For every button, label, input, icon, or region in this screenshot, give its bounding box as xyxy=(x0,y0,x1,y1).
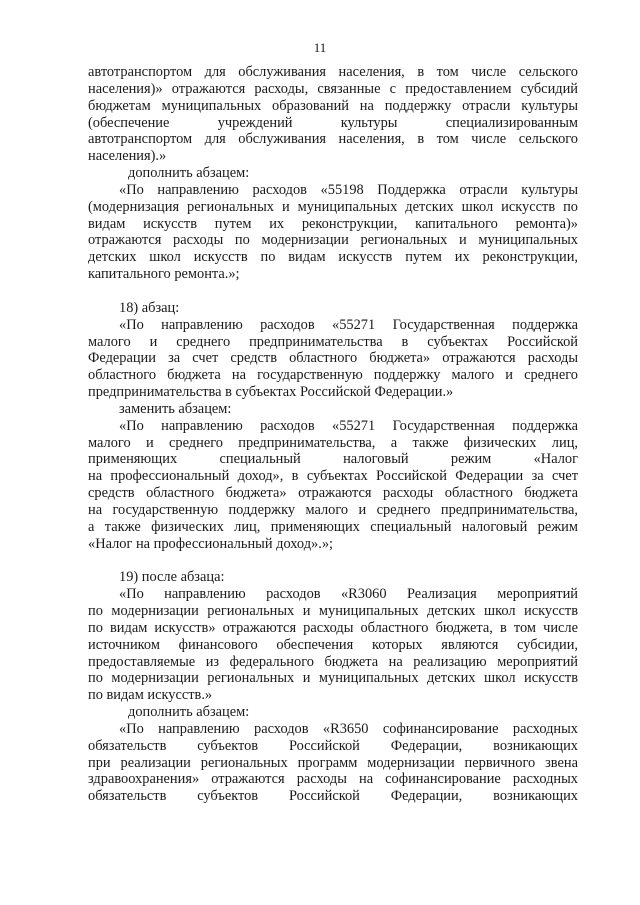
text-line: а также физических лиц, применяющих специальный налоговый режим xyxy=(88,518,578,535)
text-line: населения)» отражаются расходы, связанные с предоставлением субсидий xyxy=(88,80,578,97)
text-line: на государственную поддержку малого и среднего предпринимательства, xyxy=(88,501,578,518)
text-line: видам искусств путем их реконструкции, капитального ремонта)» xyxy=(88,215,578,232)
text-line: по модернизации региональных и муниципальных детских школ искусств xyxy=(88,603,578,619)
paragraph xyxy=(88,300,578,553)
paragraph-gap xyxy=(88,552,578,569)
text-line: капитального ремонта.»; xyxy=(88,266,240,283)
paragraph xyxy=(88,182,578,283)
text-line: «По направлению расходов «R3650 софинансирование расходных xyxy=(119,720,578,737)
text-line: «По направлению расходов «R3060 Реализация мероприятий xyxy=(119,586,578,603)
page-number: 11 xyxy=(313,40,327,55)
text-line: по видам искусств.» xyxy=(88,687,213,704)
text-line: (модернизация региональных и муниципальных детских школ искусств по xyxy=(88,198,578,215)
text-line: 19) после абзаца: xyxy=(119,569,225,586)
text-line: дополнить абзацем: xyxy=(128,165,250,182)
text-line: при реализации региональных программ модернизации первичного звена xyxy=(88,754,578,771)
text-line: источником финансового обеспечения которых являются субсидии, xyxy=(88,636,578,653)
text-line: населения).» xyxy=(88,148,167,165)
text-line: здравоохранения» отражаются расходы на софинансирование расходных xyxy=(88,771,578,788)
text-line: «По направлению расходов «55198 Поддержка отрасли культуры xyxy=(119,181,578,198)
text-line: бюджетам муниципальных образований на поддержку отрасли культуры xyxy=(88,97,578,114)
text-line: предоставляемые из федерального бюджета на реализацию мероприятий xyxy=(88,653,578,670)
paragraph xyxy=(88,64,578,165)
text-line: детских школ искусств по видам искусств путем их реконструкции, xyxy=(88,249,578,266)
text-line: (обеспечение учреждений культуры специализированным xyxy=(88,114,578,131)
text-line: обязательств субъектов Российской Федерации, возникающих xyxy=(88,737,578,754)
text-line: дополнить абзацем: xyxy=(128,704,250,721)
text-line: автотранспортом для обслуживания населения, в том числе сельского xyxy=(88,64,578,80)
text-line: применяющих специальный налоговый режим «Налог xyxy=(88,451,578,468)
text-line: по модернизации региональных и муниципальных детских школ искусств xyxy=(88,670,578,687)
text-line: «По направлению расходов «55271 Государственная поддержка xyxy=(119,316,578,333)
text-line: 18) абзац: xyxy=(119,299,180,316)
paragraph-gap xyxy=(88,283,578,300)
document-body xyxy=(88,64,578,805)
text-line: по видам искусств» отражаются расходы областного бюджета, в том числе xyxy=(88,619,578,636)
text-line: областного бюджета на государственную поддержку малого и среднего xyxy=(88,367,578,384)
text-line: малого и среднего предпринимательства в субъектах Российской xyxy=(88,333,578,350)
text-line: предпринимательства в субъектах Российской Федерации.» xyxy=(88,384,454,401)
text-line: заменить абзацем: xyxy=(119,400,232,417)
text-line: автотранспортом для обслуживания населения, в том числе сельского xyxy=(88,131,578,148)
text-line: малого и среднего предпринимательства, а также физических лиц, xyxy=(88,434,578,451)
paragraph xyxy=(88,165,578,182)
text-line: Федерации за счет средств областного бюджета» отражаются расходы xyxy=(88,350,578,367)
text-line: «Налог на профессиональный доход».»; xyxy=(88,535,334,552)
text-line: «По направлению расходов «55271 Государственная поддержка xyxy=(119,417,578,434)
text-line: средств областного бюджета» отражаются расходы областного бюджета xyxy=(88,485,578,502)
paragraph xyxy=(88,569,578,805)
text-line: отражаются расходы по модернизации региональных и муниципальных xyxy=(88,232,578,249)
text-line: обязательств субъектов Российской Федерации, возникающих xyxy=(88,788,578,805)
text-line: на профессиональный доход», в субъектах Российской Федерации за счет xyxy=(88,468,578,485)
